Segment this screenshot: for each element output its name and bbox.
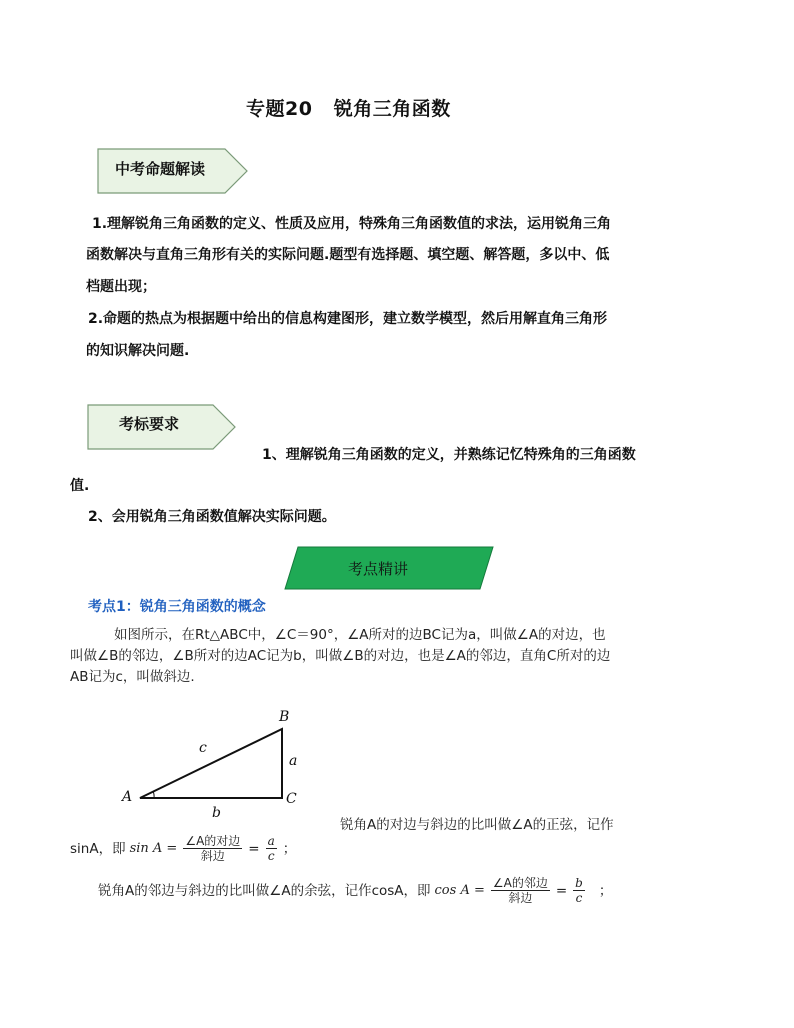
cosine-numerator-letter: b	[575, 876, 583, 890]
intro-line-5: 的知识解决问题.	[86, 343, 190, 359]
vertex-label-a: A	[122, 789, 133, 805]
concept-line-2: 叫做∠B的邻边，∠B所对的边AC记为b，叫做∠B的对边，也是∠A的邻边，直角C所对的边	[70, 648, 611, 664]
requirement-2: 2、会用锐角三角函数值解决实际问题。	[88, 509, 336, 525]
banner-label: 中考命题解读	[115, 160, 206, 178]
concept-line-1: 如图所示，在Rt△ABC中，∠C＝90°，∠A所对的边BC记为a，叫做∠A的对边，也	[114, 627, 606, 643]
sine-equals: =	[248, 840, 260, 857]
banner-label: 考标要求	[119, 415, 180, 433]
cosine-formula-row	[98, 876, 612, 905]
sine-lhs: sin A =	[129, 840, 178, 856]
sine-definition-text: 锐角A的对边与斜边的比叫做∠A的正弦，记作	[340, 817, 614, 833]
side-label-c: c	[199, 740, 207, 756]
banner-standards	[87, 404, 237, 450]
sine-formula-row	[70, 834, 296, 863]
cosine-denominator-letter: c	[575, 891, 583, 905]
cosine-lhs: cos A =	[434, 882, 485, 898]
concept-line-3: AB记为c，叫做斜边.	[70, 669, 195, 685]
intro-line-3: 档题出现；	[86, 279, 156, 295]
sine-end: ；	[282, 840, 297, 857]
section-title: 考点1：锐角三角函数的概念	[88, 599, 266, 615]
cosine-end: ；	[598, 882, 613, 899]
cosine-equals: =	[555, 882, 568, 899]
banner-key-points	[284, 546, 494, 590]
side-label-b: b	[212, 805, 221, 821]
sine-numerator-letter: a	[267, 834, 275, 848]
sine-fraction-words	[183, 834, 242, 863]
requirement-1: 1、理解锐角三角函数的定义，并熟练记忆特殊角的三角函数	[262, 447, 636, 463]
side-label-a: a	[289, 753, 298, 769]
sine-denominator-letter: c	[267, 849, 275, 863]
vertex-label-b: B	[279, 709, 290, 725]
banner-label: 考点精讲	[348, 560, 409, 578]
cosine-fraction-letters	[573, 876, 585, 905]
intro-line-2: 函数解决与直角三角形有关的实际问题.题型有选择题、填空题、解答题，多以中、低	[86, 247, 610, 263]
cosine-fraction-words	[491, 876, 550, 905]
vertex-label-c: C	[286, 791, 297, 807]
intro-line-1: 1.理解锐角三角函数的定义、性质及应用，特殊角三角函数值的求法，运用锐角三角	[92, 216, 612, 232]
cosine-definition-text: 锐角A的邻边与斜边的比叫做∠A的余弦，记作cosA，即	[98, 882, 431, 899]
sine-intro: sinA，即	[70, 840, 126, 857]
sine-denominator: 斜边	[200, 849, 225, 863]
requirement-1-cont: 值.	[70, 478, 90, 494]
cosine-denominator: 斜边	[508, 891, 533, 905]
intro-line-4: 2.命题的热点为根据题中给出的信息构建图形，建立数学模型，然后用解直角三角形	[88, 311, 608, 327]
banner-exam-interpretation	[97, 148, 249, 194]
sine-fraction-letters	[266, 834, 277, 863]
page-title: 专题20 锐角三角函数	[246, 98, 451, 120]
sine-numerator: ∠A的对边	[185, 834, 241, 848]
cosine-numerator: ∠A的邻边	[492, 876, 548, 890]
